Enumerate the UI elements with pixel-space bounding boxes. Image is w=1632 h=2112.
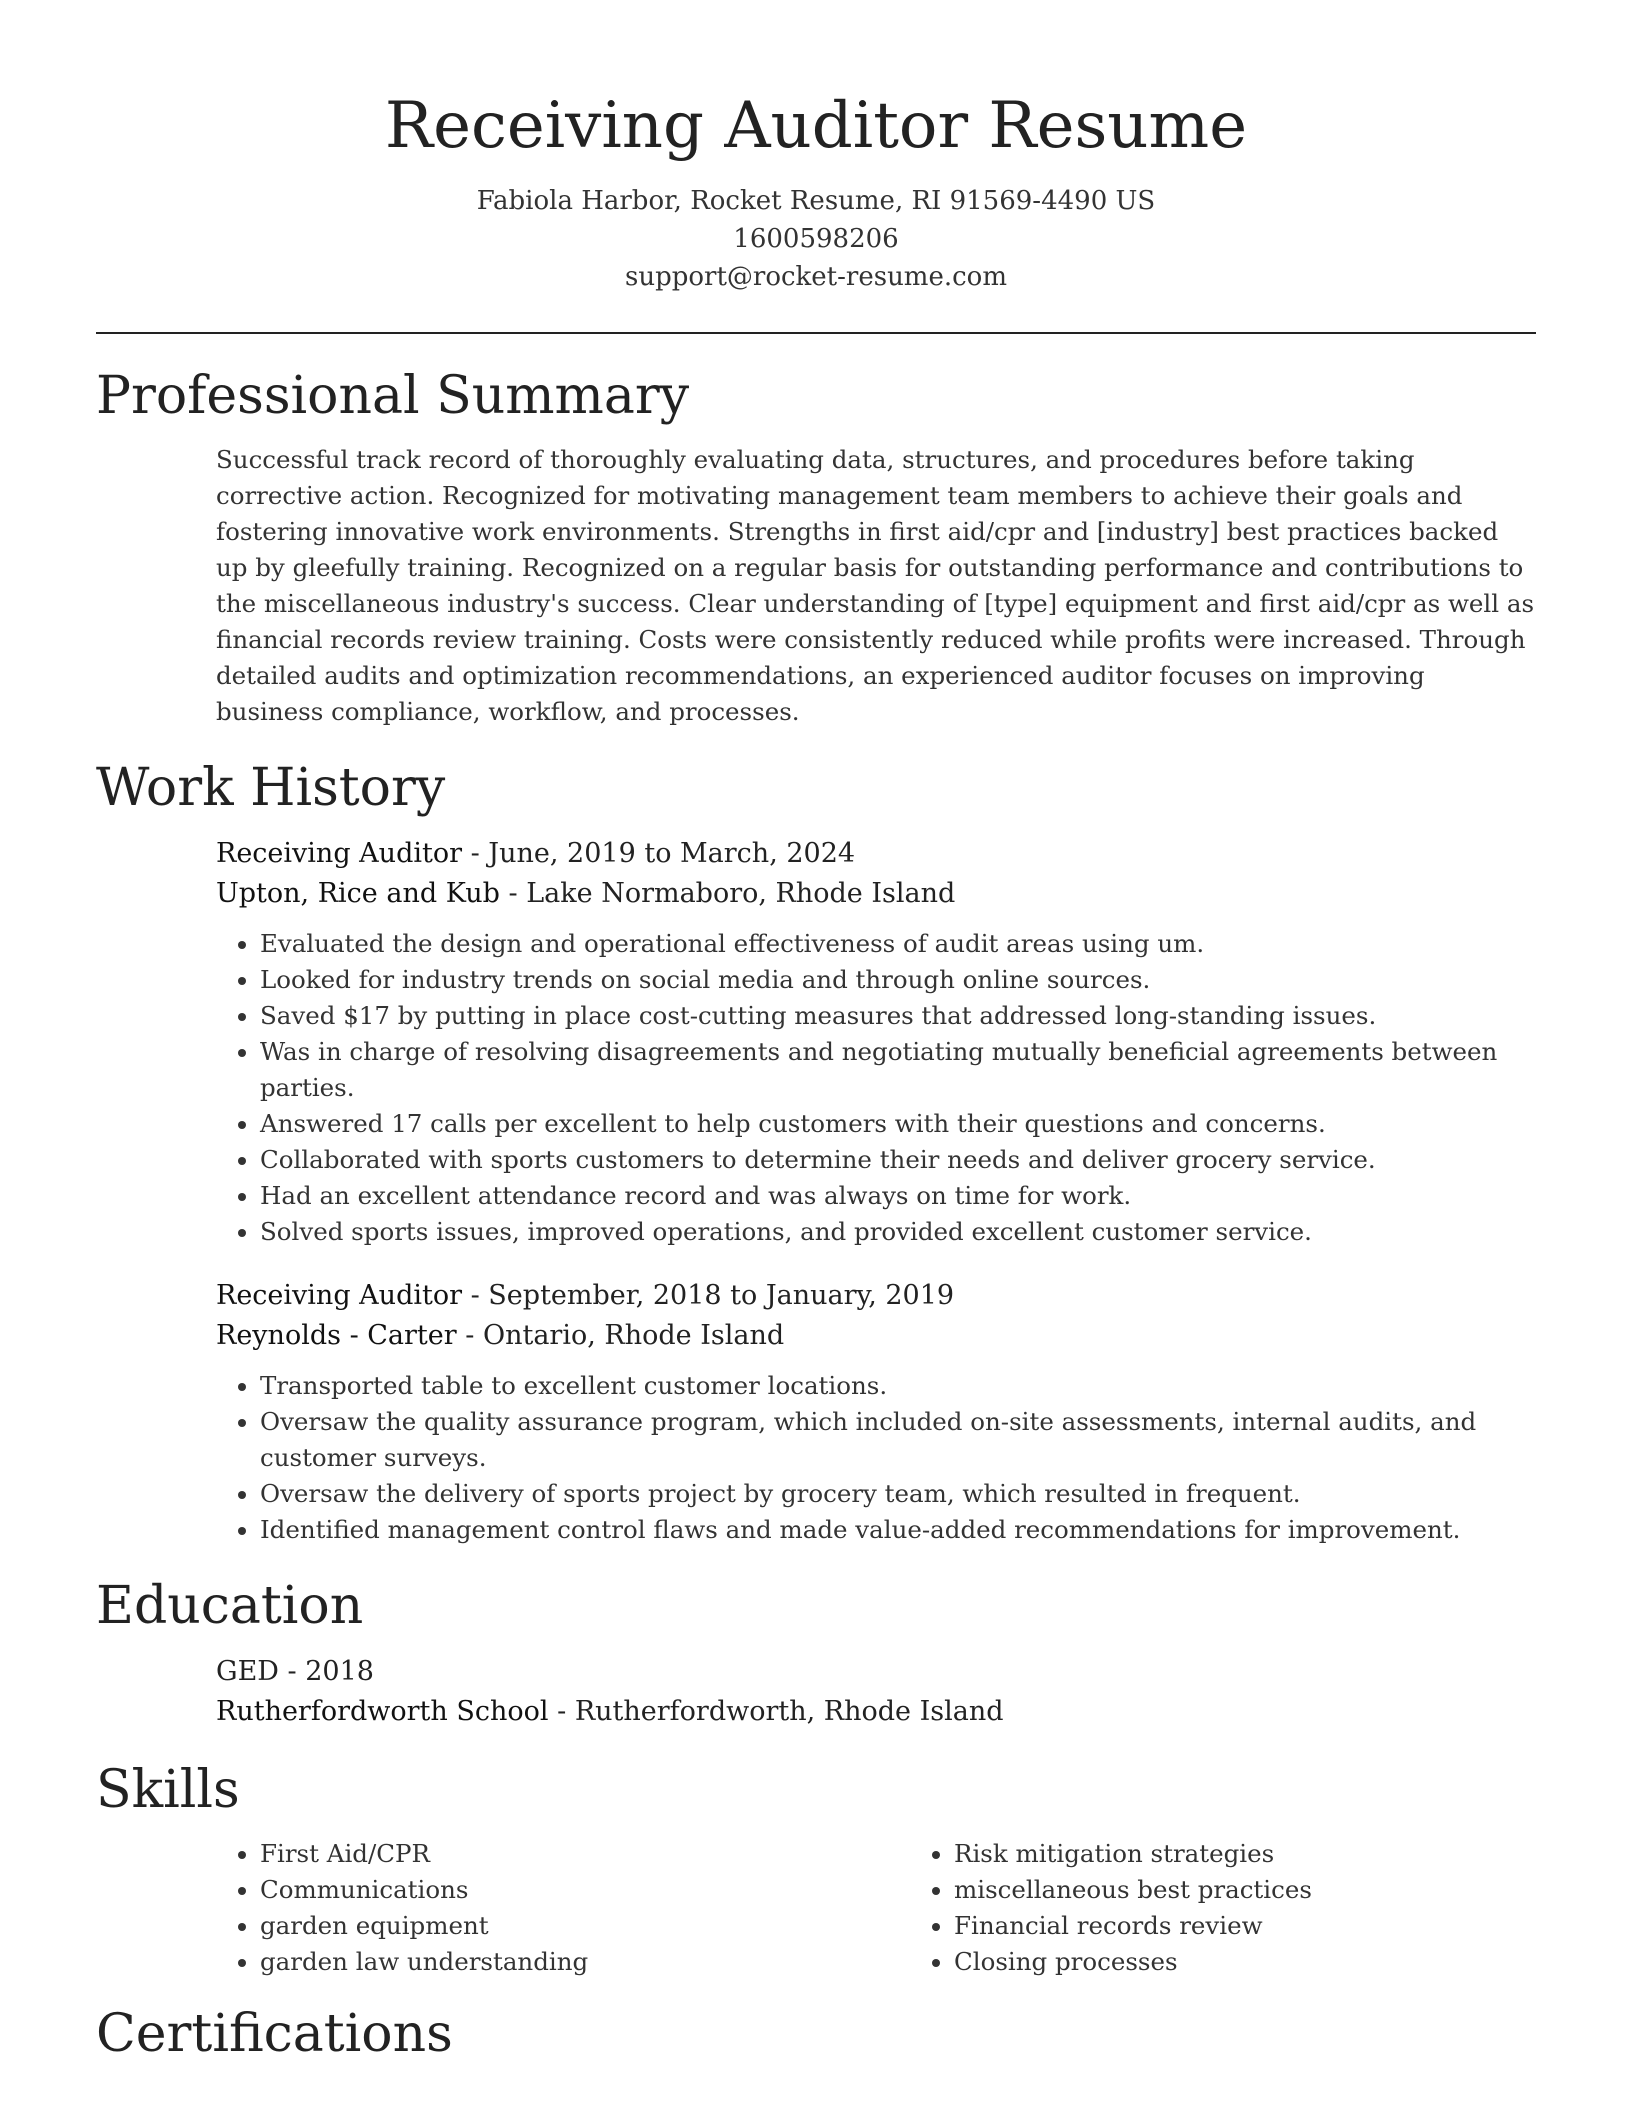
job-dates: - June, 2019 to March, 2024 [462,838,856,869]
job-company-line [216,1316,1536,1356]
job-bullet: • Transported table to excellent customer locations. [260,1368,1536,1404]
skill-item: • Closing processes [954,1944,1604,1980]
education-location: - Rutherfordworth, Rhode Island [548,1696,1004,1727]
resume-page [96,80,1536,2080]
job-bullet: • Evaluated the design and operational effectiveness of audit areas using um. [260,926,1536,962]
section-title-education: Education [96,1576,364,1636]
job-location: - Lake Normaboro, Rhode Island [499,878,956,909]
summary-text: Successful track record of thoroughly evaluating data, structures, and procedures before taking corrective action. Recognized for motivating management team members to achieve their goals and fostering innovative work environments. Strengths in first aid/cpr and [industry] best practices backed up by gleefully training. Recognized on a regular basis for outstanding performance and contributions to the miscellaneous industry's success. Clear understanding of [type] equipment and first aid/cpr as well as financial records review training. Costs were consistently reduced while profits were increased. Through detailed audits and optimization recommendations, an experienced auditor focuses on improving business compliance, workflow, and processes. [216,445,1535,726]
job-title: Receiving Auditor [216,838,463,869]
section-title-summary: Professional Summary [96,366,690,426]
job-title-line [216,834,1536,874]
education-degree: GED [216,1656,279,1687]
contact-address: Fabiola Harbor, Rocket Resume, RI 91569-4490 US [476,186,1156,216]
contact-email: support@rocket-resume.com [624,262,1007,292]
education-entry [216,1652,1536,1732]
job-bullets [216,926,1536,1250]
resume-title: Receiving Auditor Resume [384,89,1248,163]
job-bullet: • Collaborated with sports customers to determine their needs and deliver grocery service. [260,1142,1536,1178]
job-bullet: • Oversaw the quality assurance program, which included on-site assessments, internal audits, and customer surveys. [260,1404,1536,1476]
job-bullet: • Saved $17 by putting in place cost-cutting measures that addressed long-standing issues. [260,998,1536,1034]
job-bullet: • Oversaw the delivery of sports project by grocery team, which resulted in frequent. [260,1476,1536,1512]
job-title-line [216,1276,1536,1316]
education-school-line [216,1692,1536,1732]
job-bullet: • Answered 17 calls per excellent to help customers with their questions and concerns. [260,1106,1536,1142]
job-bullets [216,1368,1536,1548]
skills-column-left [216,1836,910,1980]
resume-header [96,80,1536,296]
header-divider [96,332,1536,334]
job-dates: - September, 2018 to January, 2019 [462,1280,955,1311]
skill-item: • Financial records review [954,1908,1604,1944]
job-entry [216,1276,1536,1548]
education-school: Rutherfordworth School [216,1696,549,1727]
contact-phone: 1600598206 [733,224,899,254]
job-entry [216,834,1536,1250]
job-bullet: • Identified management control flaws and made value-added recommendations for improvement. [260,1512,1536,1548]
job-bullet: • Had an excellent attendance record and was always on time for work. [260,1178,1536,1214]
job-title: Receiving Auditor [216,1280,463,1311]
job-bullet: • Was in charge of resolving disagreements and negotiating mutually beneficial agreements between parties. [260,1034,1536,1106]
job-bullet: • Solved sports issues, improved operations, and provided excellent customer service. [260,1214,1536,1250]
education-year: - 2018 [278,1656,374,1687]
work-history-list [216,834,1536,1548]
skill-item: • First Aid/CPR [260,1836,910,1872]
education-degree-line [216,1652,1536,1692]
skills-list [216,1836,1536,1980]
job-company: Reynolds - Carter [216,1320,457,1351]
section-title-skills: Skills [96,1760,240,1820]
skill-item: • Communications [260,1872,910,1908]
job-bullet: • Looked for industry trends on social media and through online sources. [260,962,1536,998]
skill-item: • garden equipment [260,1908,910,1944]
skill-item: • garden law understanding [260,1944,910,1980]
job-company: Upton, Rice and Kub [216,878,500,909]
section-title-work-history: Work History [96,758,446,818]
skill-item: • Risk mitigation strategies [954,1836,1604,1872]
skills-column-right [910,1836,1604,1980]
skill-item: • miscellaneous best practices [954,1872,1604,1908]
job-location: - Ontario, Rhode Island [456,1320,785,1351]
section-title-certifications: Certifications [96,2004,453,2064]
job-company-line [216,874,1536,914]
